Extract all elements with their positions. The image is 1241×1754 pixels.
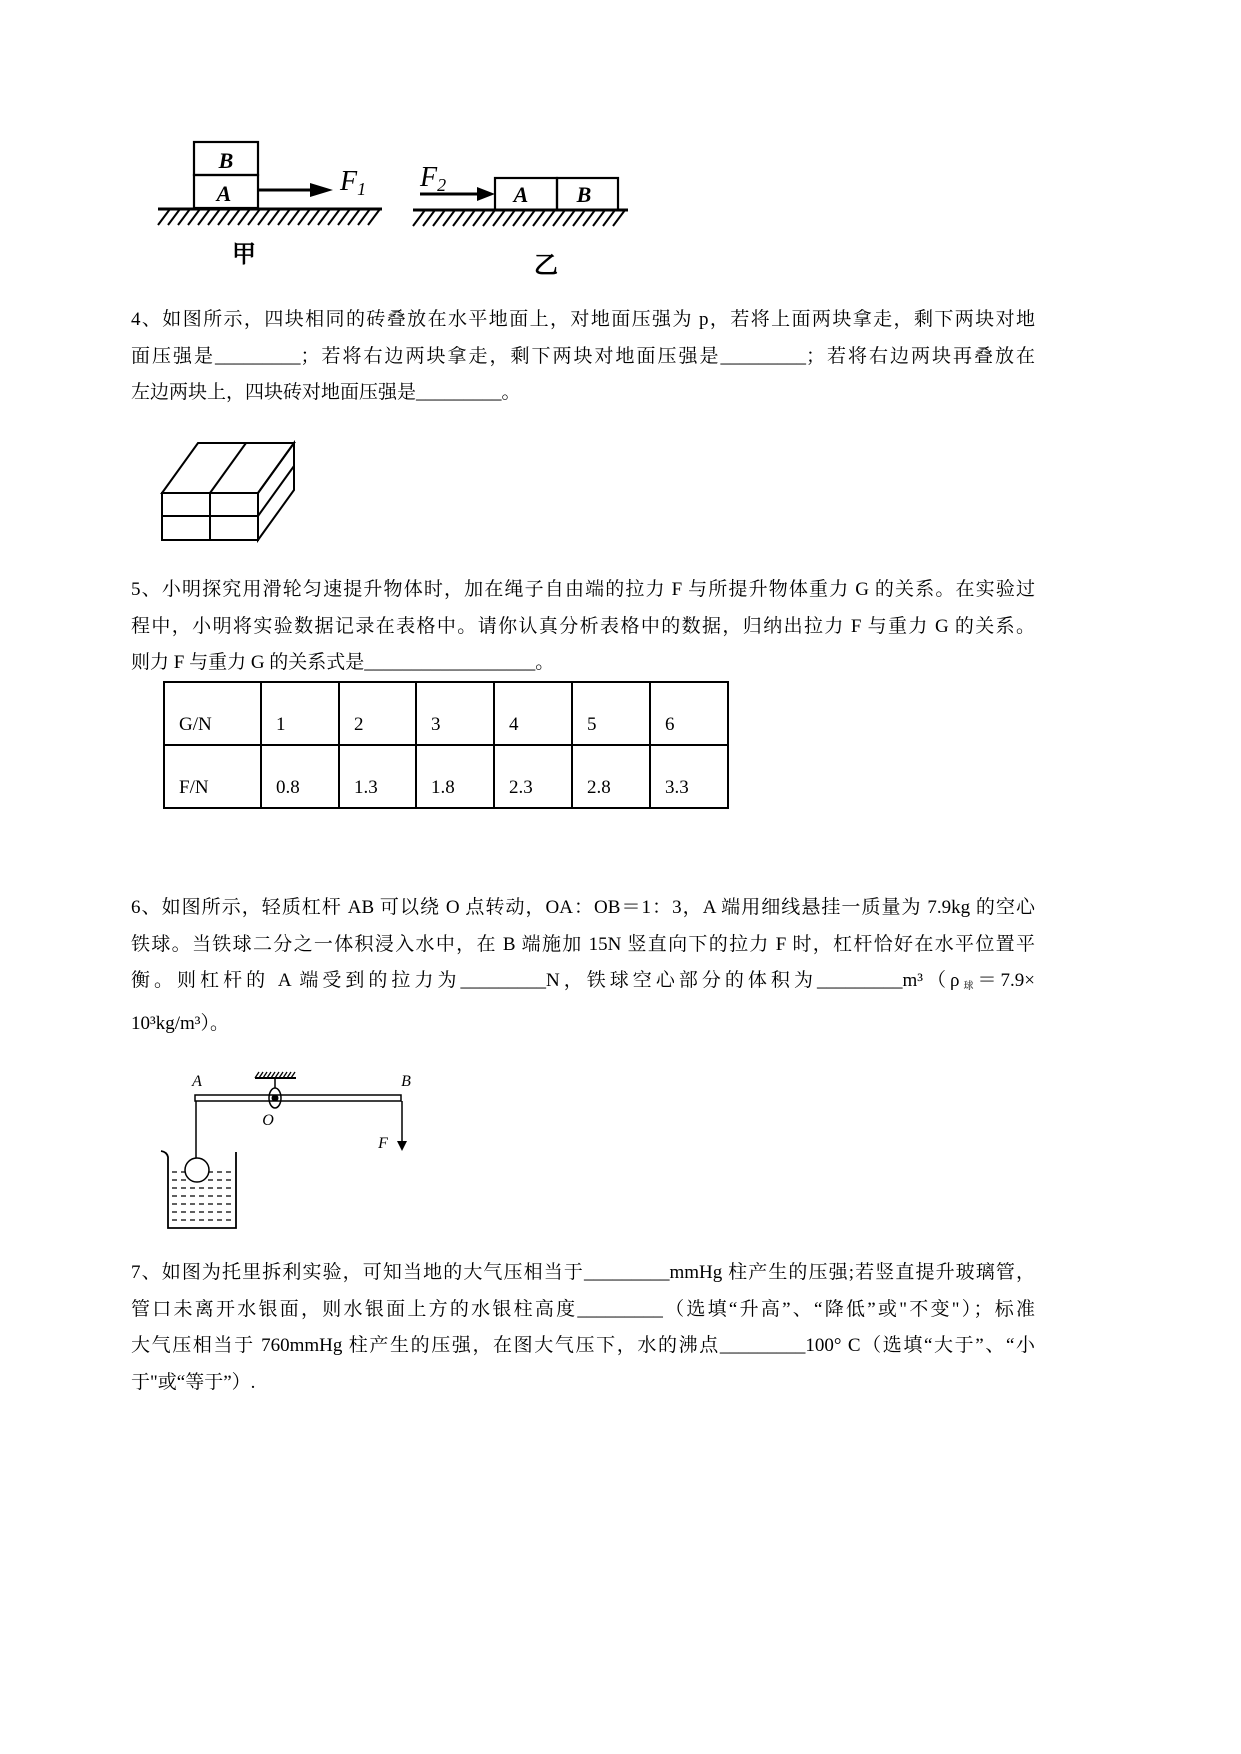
- force-subscript: 2: [437, 175, 447, 195]
- question-5-line: 程中，小明将实验数据记录在表格中。请你认真分析表格中的数据，归纳出拉力 F 与重力 G 的关系。: [131, 615, 1035, 637]
- question-6-line: 铁球。当铁球二分之一体积浸入水中，在 B 端施加 15N 竖直向下的拉力 F 时，杠杆恰好在水平位置平: [131, 933, 1035, 955]
- hatch-mark: [593, 210, 605, 226]
- force-arrow-head: [310, 183, 333, 197]
- force-arrow-head: [477, 187, 495, 201]
- hatch-mark: [473, 210, 485, 226]
- hatch-mark: [348, 209, 360, 225]
- hatch-mark: [308, 209, 320, 225]
- hatch-mark: [178, 209, 190, 225]
- hatch-mark: [603, 210, 615, 226]
- force-f2-label: [419, 162, 446, 195]
- lever-bar: [195, 1095, 401, 1101]
- question-7-line: 7、如图为托里拆利实验，可知当地的大气压相当于_________mmHg 柱产生的压强;若竖直提升玻璃管，: [131, 1262, 1035, 1283]
- figure-jia: [158, 142, 382, 268]
- point-b-label: B: [401, 1073, 411, 1090]
- hatch-mark: [258, 209, 270, 225]
- question-5-line: 5、小明探究用滑轮匀速提升物体时，加在绳子自由端的拉力 F 与所提升物体重力 G 的关系。在实验过: [131, 579, 1035, 600]
- caption-jia: 甲: [232, 240, 256, 268]
- lever-figure: [155, 1065, 420, 1235]
- hatch-mark: [278, 209, 290, 225]
- brick-top-divider: [210, 443, 246, 493]
- table-cell: 2.8: [572, 745, 650, 808]
- question-5-line: 则力 F 与重力 G 的关系式是__________________。: [131, 652, 555, 674]
- hatch-mark: [513, 210, 525, 226]
- block-a-label: A: [513, 182, 529, 207]
- hatch-mark: [218, 209, 230, 225]
- table-cell: 0.8: [261, 745, 339, 808]
- hatch-mark: [533, 210, 545, 226]
- table-row: [164, 682, 728, 745]
- table-cell: 2: [339, 682, 416, 745]
- hatch-mark: [483, 210, 495, 226]
- question-7-line: 大气压相当于 760mmHg 柱产生的压强，在图大气压下，水的沸点_________100° C（选填“大于”、“小: [131, 1335, 1035, 1357]
- hatch-mark: [228, 209, 240, 225]
- force-symbol: F: [420, 162, 438, 193]
- data-table: [163, 681, 729, 809]
- hatch-mark: [523, 210, 535, 226]
- hatch-mark: [493, 210, 505, 226]
- hatch-mark: [328, 209, 340, 225]
- point-a-label: A: [192, 1073, 202, 1090]
- force-f1-label: [339, 166, 366, 199]
- hatch-mark: [503, 210, 515, 226]
- hatch-mark: [433, 210, 445, 226]
- hatch-mark: [338, 209, 350, 225]
- ground-hatch: [413, 210, 625, 226]
- table-cell: 1.8: [416, 745, 494, 808]
- question-7-line: 于"或“等于”）.: [131, 1371, 256, 1393]
- hatch-mark: [443, 210, 455, 226]
- block-b-label: B: [576, 182, 592, 207]
- hatch-mark: [188, 209, 200, 225]
- table-cell: 6: [650, 682, 728, 745]
- table-row: [164, 745, 728, 808]
- table-cell: 1.3: [339, 745, 416, 808]
- figure-yi: [413, 162, 628, 279]
- question-6-line: 10³kg/m³）。: [131, 1012, 229, 1034]
- density-subscript: 球: [959, 981, 978, 993]
- force-arrow-head: [397, 1141, 407, 1151]
- table-cell: 3.3: [650, 745, 728, 808]
- hatch-mark: [288, 209, 300, 225]
- hatch-mark: [413, 210, 425, 226]
- iron-ball: [185, 1158, 209, 1182]
- hatch-mark: [248, 209, 260, 225]
- hatch-mark: [198, 209, 210, 225]
- table-cell: 4: [494, 682, 572, 745]
- question-4: [131, 302, 1035, 412]
- pushing-blocks-figure: [150, 130, 640, 280]
- hatch-mark: [423, 210, 435, 226]
- hatch-mark: [563, 210, 575, 226]
- brick-side-divider: [258, 466, 294, 516]
- table-row-header: G/N: [164, 682, 261, 745]
- hatch-mark: [208, 209, 220, 225]
- pivot-point: [272, 1095, 279, 1102]
- hatch-mark: [573, 210, 585, 226]
- block-b-label: B: [218, 148, 234, 173]
- table-cell: 2.3: [494, 745, 572, 808]
- ground-hatch: [158, 209, 380, 225]
- hatch-mark: [368, 209, 380, 225]
- hatch-mark: [268, 209, 280, 225]
- question-6-line: 6、如图所示，轻质杠杆 AB 可以绕 O 点转动，OA：OB＝1：3，A 端用细线悬挂一质量为 7.9kg 的空心: [131, 897, 1035, 918]
- question-6-line-tail: ＝7.9×: [977, 970, 1036, 992]
- hatch-mark: [613, 210, 625, 226]
- hatch-mark: [358, 209, 370, 225]
- hatch-mark: [463, 210, 475, 226]
- question-6: [131, 890, 1035, 1042]
- force-subscript: 1: [357, 179, 367, 199]
- question-4-line: 面压强是_________；若将右边两块拿走，剩下两块对地面压强是_________；若将右边两块再叠放在: [131, 345, 1035, 367]
- hatch-mark: [168, 209, 180, 225]
- force-label: F: [378, 1135, 388, 1152]
- hatch-mark: [298, 209, 310, 225]
- question-4-line: 左边两块上，四块砖对地面压强是_________。: [131, 382, 521, 404]
- hatch-mark: [583, 210, 595, 226]
- table-cell: 3: [416, 682, 494, 745]
- hatch-mark: [238, 209, 250, 225]
- table-cell: 1: [261, 682, 339, 745]
- caption-yi: 乙: [534, 251, 558, 279]
- stacked-bricks-figure: [155, 432, 303, 548]
- pivot-label: O: [262, 1112, 274, 1129]
- question-7-line: 管口未离开水银面，则水银面上方的水银柱高度_________（选填“升高”、“降低”或"不变"）；标准: [131, 1298, 1035, 1320]
- question-5: [131, 572, 1035, 682]
- block-a-label: A: [216, 181, 232, 206]
- question-4-line: 4、如图所示，四块相同的砖叠放在水平地面上，对地面压强为 p，若将上面两块拿走，剩下两块对地: [131, 309, 1035, 330]
- question-6-line: [131, 963, 1035, 1006]
- hatch-mark: [553, 210, 565, 226]
- hatch-mark: [158, 209, 170, 225]
- table-cell: 5: [572, 682, 650, 745]
- hatch-mark: [543, 210, 555, 226]
- force-symbol: F: [340, 166, 358, 197]
- hatch-mark: [318, 209, 330, 225]
- hatch-mark: [453, 210, 465, 226]
- question-7: [131, 1255, 1035, 1401]
- table-row-header: F/N: [164, 745, 261, 808]
- question-6-line-text: 衡。则杠杆的 A 端受到的拉力为_________N，铁球空心部分的体积为_________m³（ρ: [131, 970, 960, 992]
